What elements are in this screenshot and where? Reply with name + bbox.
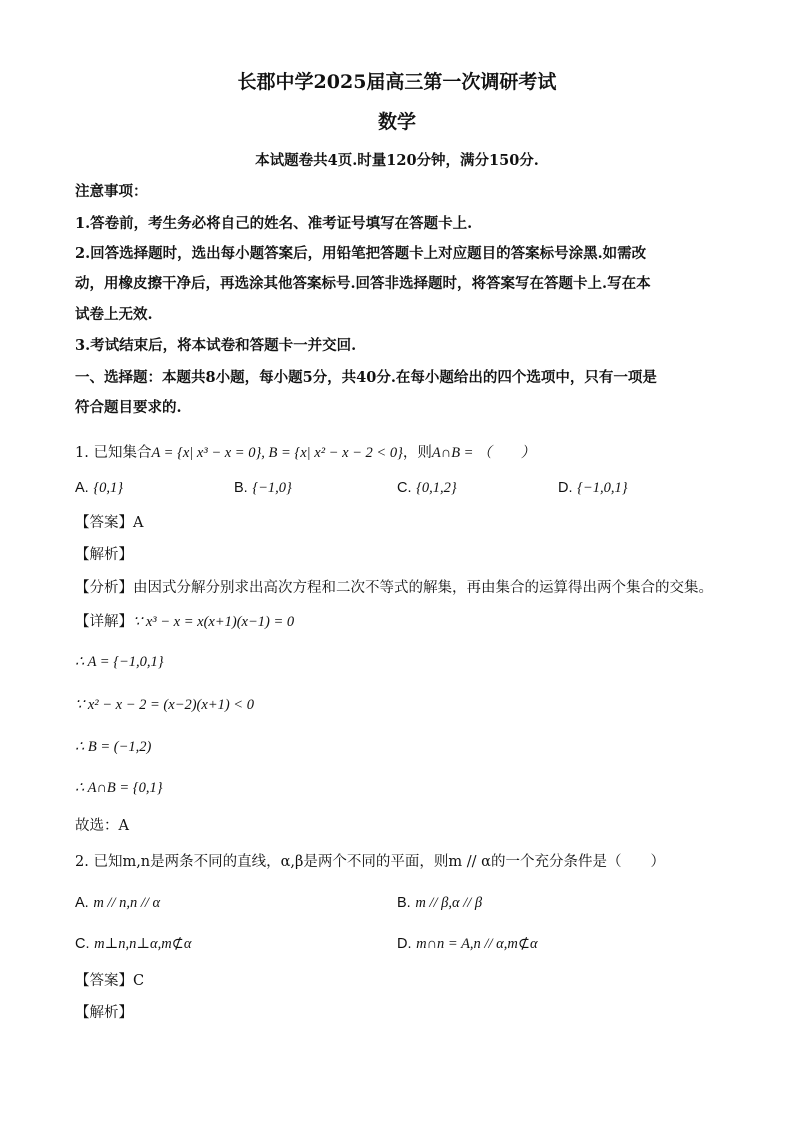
q1-step-3: ∵ x² − x − 2 = (x−2)(x+1) < 0 [75,697,254,713]
q2-option-c-text: m⊥n,n⊥α,m⊄α [94,936,192,952]
subject-title: 数学 [377,111,416,133]
q1-option-b [234,478,292,498]
q1-answer: 【答案】A [75,515,144,531]
q2-option-a-letter: A. [75,895,89,911]
q1-option-c [397,478,457,498]
q1-choice: 故选：A [75,818,129,834]
q1-option-d-letter: D. [558,480,573,496]
q2-option-d-letter: D. [397,936,412,952]
q1-option-d [558,478,628,498]
section-heading-line-2: 符合题目要求的. [75,399,182,416]
notice-item-1: 1.答卷前，考生务必将自己的姓名、准考证号填写在答题卡上. [75,215,473,232]
exam-meta: 本试题卷共4页.时量120分钟，满分150分. [255,152,539,169]
q1-step-1: ∵ x³ − x = x(x+1)(x−1) = 0 [133,614,295,630]
notice-heading: 注意事项： [75,183,148,200]
q1-option-c-text: {0,1,2} [416,480,457,496]
q1-option-d-text: {−1,0,1} [577,480,628,496]
q1-option-b-text: {−1,0} [252,480,292,496]
q2-answer: 【答案】C [75,973,145,989]
q1-stem-math: A = {x| x³ − x = 0}, B = {x| x² − x − 2 < 0} [151,445,403,461]
q2-option-d-text: m∩n = A,n // α,m⊄α [416,936,538,952]
q1-stem [75,443,535,463]
q1-analysis: 【分析】由因式分解分别求出高次方程和二次不等式的解集，再由集合的运算得出两个集合的交集。 [75,580,713,596]
q1-analysis-label: 【解析】 [75,547,133,563]
q1-option-b-letter: B. [234,480,248,496]
q1-option-a-text: {0,1} [93,480,124,496]
q1-stem-prefix: 1. 已知集合 [75,445,152,461]
q1-stem-tail: A∩B = （ ） [431,445,536,461]
notice-item-2-line-1: 2.回答选择题时，选出每小题答案后，用铅笔把答题卡上对应题目的答案标号涂黑.如需改 [75,245,647,262]
q2-option-b-text: m // β,α // β [415,895,483,911]
notice-item-3: 3.考试结束后，将本试卷和答题卡一并交回. [75,337,357,354]
q1-step-4: ∴ B = (−1,2) [75,739,152,755]
section-heading-line-1: 一、选择题：本题共8小题，每小题5分，共40分.在每小题给出的四个选项中，只有一项是 [75,369,657,386]
q2-option-a [75,893,160,913]
notice-item-2-line-3: 试卷上无效. [75,306,153,323]
q2-option-b [397,893,482,913]
q1-option-c-letter: C. [397,480,412,496]
q2-analysis-label: 【解析】 [75,1005,133,1021]
q1-stem-suffix: ，则 [402,445,432,461]
q1-option-a [75,478,123,498]
q2-option-c-letter: C. [75,936,90,952]
q1-option-a-letter: A. [75,480,89,496]
q2-option-a-text: m // n,n // α [93,895,161,911]
q1-step-2: ∴ A = {−1,0,1} [75,654,164,670]
exam-title: 长郡中学2025届高三第一次调研考试 [237,71,557,93]
q1-detail-label: 【详解】 [75,614,133,630]
q1-detail-step-1 [75,612,294,632]
q2-option-c [75,934,191,954]
notice-item-2-line-2: 动，用橡皮擦干净后，再选涂其他答案标号.回答非选择题时，将答案写在答题卡上.写在本 [75,275,651,292]
q2-stem: 2. 已知m,n是两条不同的直线，α,β是两个不同的平面，则m // α的一个充分条件是（ ） [75,854,665,870]
q2-option-d [397,934,538,954]
q1-step-5: ∴ A∩B = {0,1} [75,780,163,796]
q2-option-b-letter: B. [397,895,411,911]
